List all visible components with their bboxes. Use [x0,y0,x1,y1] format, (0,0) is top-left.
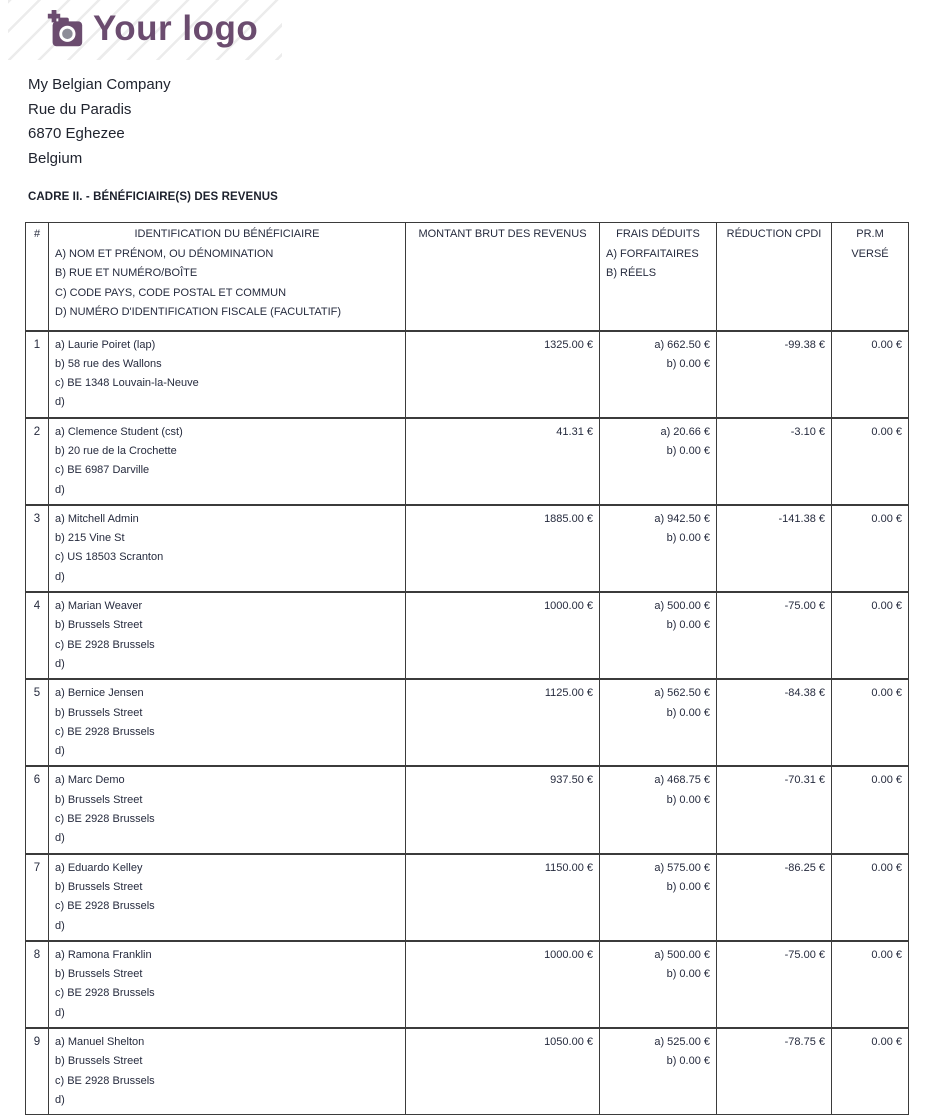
beneficiary-city: c) BE 2928 Brussels [55,900,155,913]
gross-amount-cell: 1000.00 € [406,941,600,1028]
prm-paid-cell: 0.00 € [832,505,909,592]
fees-forfaitaires: a) 20.66 € [660,425,710,438]
beneficiary-name: a) Laurie Poiret (lap) [55,338,156,351]
header-identification-line: A) NOM ET PRÉNOM, OU DÉNOMINATION [55,247,274,260]
beneficiary-street: b) 58 rue des Wallons [55,357,162,370]
prm-paid-cell: 0.00 € [832,766,909,853]
beneficiary-identification-cell [49,1028,406,1115]
cpdi-reduction-cell: -75.00 € [717,941,832,1028]
header-identification-line: B) RUE ET NUMÉRO/BOÎTE [55,267,198,279]
fees-reels: b) 0.00 € [666,968,710,981]
cpdi-reduction-cell: -141.38 € [717,505,832,592]
beneficiary-city: c) BE 2928 Brussels [55,813,155,826]
beneficiary-identification-cell [49,418,406,505]
beneficiary-name: a) Mitchell Admin [55,512,139,525]
deducted-fees-cell [600,679,717,766]
header-deducted-fees [600,223,717,331]
beneficiary-city: c) BE 2928 Brussels [55,1074,155,1087]
row-number-cell: 3 [26,505,49,592]
table-row [26,418,909,505]
address-line: Rue du Paradis [28,100,132,118]
table-row [26,679,909,766]
camera-plus-icon [44,9,86,51]
row-number-cell: 9 [26,1028,49,1115]
prm-paid-cell: 0.00 € [832,331,909,418]
beneficiary-identification-cell [49,766,406,853]
header-prm-paid: PR.M VERSÉ [832,223,909,331]
beneficiary-identification-cell [49,331,406,418]
beneficiary-fiscal-id: d) [55,745,65,758]
table-row [26,941,909,1028]
cpdi-reduction-cell: -3.10 € [717,418,832,505]
prm-paid-cell: 0.00 € [832,1028,909,1115]
row-number-cell: 5 [26,679,49,766]
beneficiary-name: a) Marc Demo [55,774,125,787]
table-row [26,592,909,679]
beneficiary-street: b) Brussels Street [55,1055,143,1068]
header-row-number: # [26,223,49,331]
beneficiary-city: c) BE 1348 Louvain-la-Neuve [55,377,199,390]
fees-reels: b) 0.00 € [666,1055,710,1068]
address-line: 6870 Eghezee [28,125,125,142]
header-identification-line: D) NUMÉRO D'IDENTIFICATION FISCALE (FACULTATIF) [55,306,342,318]
table-row [26,766,909,853]
beneficiary-identification-cell [49,505,406,592]
fees-forfaitaires: a) 500.00 € [654,600,710,613]
row-number-cell: 6 [26,766,49,853]
header-identification [49,223,406,331]
address-line: My Belgian Company [28,76,171,93]
beneficiary-identification-cell [49,941,406,1028]
beneficiary-identification-cell [49,679,406,766]
beneficiary-street: b) Brussels Street [55,880,143,893]
fees-reels: b) 0.00 € [666,880,710,893]
address-line: Belgium [28,149,83,167]
beneficiary-street: b) 20 rue de la Crochette [55,444,177,457]
header-deducted-fees-line: B) RÉELS [606,267,657,279]
fees-forfaitaires: a) 575.00 € [654,861,710,874]
fees-forfaitaires: a) 942.50 € [654,512,710,525]
row-number-cell: 8 [26,941,49,1028]
beneficiary-identification-cell [49,592,406,679]
logo-placeholder [8,0,282,60]
deducted-fees-cell [600,331,717,418]
beneficiary-street: b) Brussels Street [55,706,143,719]
fees-forfaitaires: a) 562.50 € [654,687,710,700]
header-cpdi-reduction: RÉDUCTION CPDI [717,223,832,331]
beneficiary-street: b) Brussels Street [55,968,143,981]
deducted-fees-cell [600,418,717,505]
gross-amount-cell: 1150.00 € [406,854,600,941]
cpdi-reduction-cell: -99.38 € [717,331,832,418]
beneficiary-city: c) BE 2928 Brussels [55,638,155,651]
cpdi-reduction-cell: -70.31 € [717,766,832,853]
prm-paid-cell: 0.00 € [832,854,909,941]
beneficiary-identification-cell [49,854,406,941]
beneficiaries-table [25,222,909,1115]
prm-paid-cell: 0.00 € [832,418,909,505]
beneficiary-fiscal-id: d) [55,396,65,409]
beneficiary-name: a) Manuel Shelton [55,1036,145,1048]
table-header-row [26,223,909,331]
header-gross-amount: MONTANT BRUT DES REVENUS [406,223,600,331]
company-address [28,73,171,171]
row-number-cell: 4 [26,592,49,679]
beneficiary-name: a) Marian Weaver [55,600,143,613]
cpdi-reduction-cell: -84.38 € [717,679,832,766]
beneficiary-fiscal-id: d) [55,1093,65,1106]
beneficiary-name: a) Clemence Student (cst) [55,425,183,438]
gross-amount-cell: 41.31 € [406,418,600,505]
gross-amount-cell: 1050.00 € [406,1028,600,1115]
deducted-fees-cell [600,1028,717,1115]
table-row [26,854,909,941]
beneficiary-street: b) Brussels Street [55,619,143,632]
deducted-fees-cell [600,941,717,1028]
fees-forfaitaires: a) 468.75 € [654,774,710,787]
fees-forfaitaires: a) 525.00 € [654,1036,710,1048]
fees-reels: b) 0.00 € [666,357,710,370]
table-row [26,1028,909,1115]
deducted-fees-cell [600,854,717,941]
cpdi-reduction-cell: -86.25 € [717,854,832,941]
table-row [26,505,909,592]
beneficiary-name: a) Bernice Jensen [55,687,144,700]
row-number-cell: 7 [26,854,49,941]
cpdi-reduction-cell: -75.00 € [717,592,832,679]
fees-forfaitaires: a) 662.50 € [654,338,710,351]
beneficiary-city: c) US 18503 Scranton [55,551,164,564]
beneficiary-name: a) Ramona Franklin [55,948,152,961]
beneficiary-fiscal-id: d) [55,832,65,845]
fees-reels: b) 0.00 € [666,706,710,719]
header-identification-title: IDENTIFICATION DU BÉNÉFICIAIRE [134,228,320,240]
header-deducted-fees-title: FRAIS DÉDUITS [616,228,700,240]
gross-amount-cell: 1325.00 € [406,331,600,418]
gross-amount-cell: 1885.00 € [406,505,600,592]
table-body [26,331,909,1115]
beneficiary-street: b) 215 Vine St [55,532,125,545]
fees-reels: b) 0.00 € [666,444,710,457]
header-identification-line: C) CODE PAYS, CODE POSTAL ET COMMUN [55,286,287,299]
section-title: CADRE II. - BÉNÉFICIAIRE(S) DES REVENUS [28,191,278,203]
row-number-cell: 2 [26,418,49,505]
fees-reels: b) 0.00 € [666,793,710,806]
beneficiary-fiscal-id: d) [55,570,65,583]
fees-reels: b) 0.00 € [666,619,710,632]
deducted-fees-cell [600,592,717,679]
prm-paid-cell: 0.00 € [832,592,909,679]
beneficiary-city: c) BE 2928 Brussels [55,725,155,738]
beneficiary-fiscal-id: d) [55,657,65,670]
beneficiary-fiscal-id: d) [55,1006,65,1019]
gross-amount-cell: 1000.00 € [406,592,600,679]
header-deducted-fees-line: A) FORFAITAIRES [606,247,699,260]
deducted-fees-cell [600,766,717,853]
prm-paid-cell: 0.00 € [832,941,909,1028]
beneficiary-fiscal-id: d) [55,919,65,932]
table-row [26,331,909,418]
prm-paid-cell: 0.00 € [832,679,909,766]
fees-reels: b) 0.00 € [666,532,710,545]
beneficiary-name: a) Eduardo Kelley [55,861,143,874]
row-number-cell: 1 [26,331,49,418]
gross-amount-cell: 937.50 € [406,766,600,853]
fees-forfaitaires: a) 500.00 € [654,948,710,961]
beneficiary-fiscal-id: d) [55,483,65,496]
logo-text: Your logo [93,8,259,48]
beneficiary-city: c) BE 6987 Darville [55,464,150,477]
gross-amount-cell: 1125.00 € [406,679,600,766]
beneficiary-street: b) Brussels Street [55,793,143,806]
cpdi-reduction-cell: -78.75 € [717,1028,832,1115]
deducted-fees-cell [600,505,717,592]
beneficiary-city: c) BE 2928 Brussels [55,987,155,1000]
